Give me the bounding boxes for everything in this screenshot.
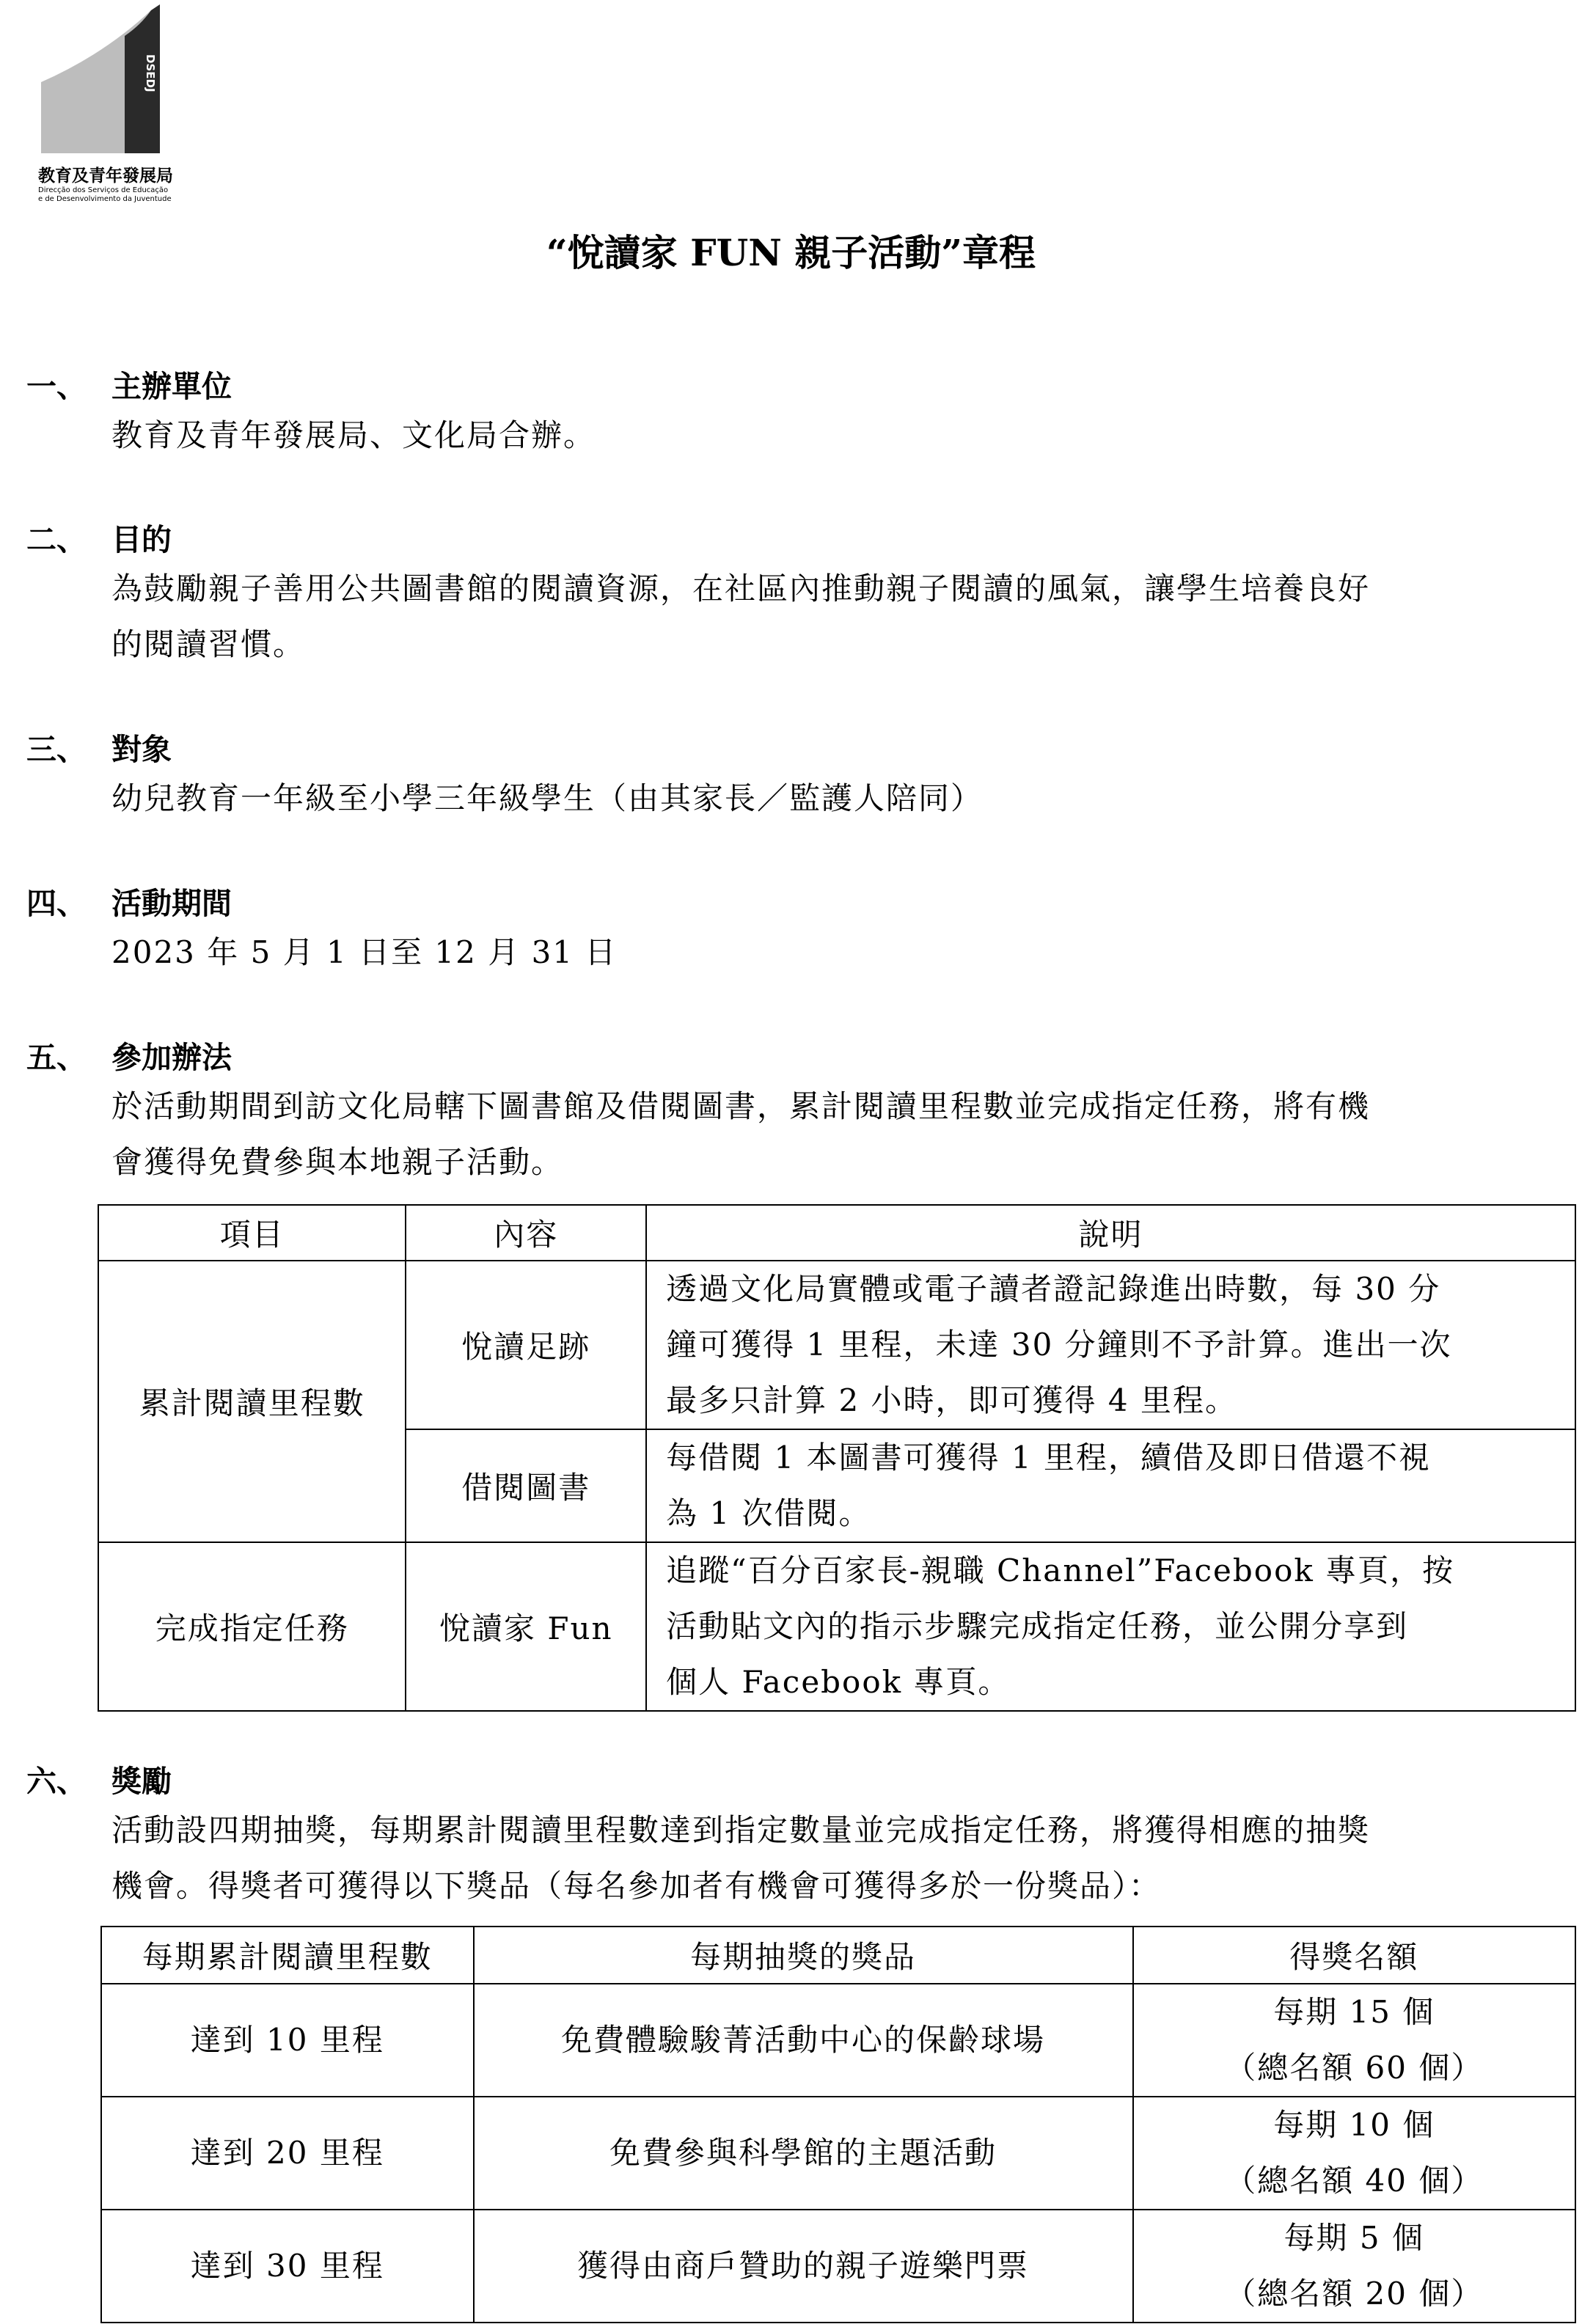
prize-cell: 免費參與科學館的主題活動 xyxy=(474,2097,1133,2210)
section-heading xyxy=(26,1036,1560,1079)
table-header-cell: 得獎名額 xyxy=(1133,1927,1575,1984)
quota-cell xyxy=(1133,2097,1575,2210)
section-body xyxy=(111,1079,1560,1190)
table-content-cell: 悅讀家 Fun xyxy=(406,1542,646,1711)
section-period xyxy=(26,882,1560,980)
table-row xyxy=(98,1261,1575,1429)
miles-cell: 達到 20 里程 xyxy=(101,2097,474,2210)
body-line: 為鼓勵親子善用公共圖書館的閱讀資源，在社區內推動親子閱讀的風氣，讓學生培養良好 xyxy=(111,571,1371,606)
table-content-cell: 借閱圖書 xyxy=(406,1429,646,1542)
body-line: 活動設四期抽獎，每期累計閱讀里程數達到指定數量並完成指定任務，將獲得相應的抽獎 xyxy=(111,1812,1371,1848)
quota-cell xyxy=(1133,2210,1575,2323)
section-method xyxy=(26,1036,1560,1190)
section-number: 二、 xyxy=(26,522,87,557)
dsedj-logo xyxy=(38,3,207,201)
table-row xyxy=(98,1542,1575,1711)
logo-name-pt-1: Direcção dos Serviços de Educação xyxy=(38,186,169,194)
desc-line: 最多只計算 2 小時，即可獲得 4 里程。 xyxy=(666,1382,1237,1418)
logo-vertical-text: DSEDJ xyxy=(144,54,157,92)
section-heading xyxy=(26,365,1560,408)
table-header-row xyxy=(98,1205,1575,1261)
section-heading xyxy=(26,728,1560,771)
quota-cell xyxy=(1133,1984,1575,2097)
miles-cell: 達到 30 里程 xyxy=(101,2210,474,2323)
desc-line: 透過文化局實體或電子讀者證記錄進出時數，每 30 分 xyxy=(666,1271,1441,1307)
table-row xyxy=(101,2097,1575,2210)
quota-line: 每期 5 個 xyxy=(1283,2220,1424,2256)
section-title: 目的 xyxy=(111,522,172,557)
table-header-cell: 說明 xyxy=(646,1205,1575,1261)
logo-graphic-icon xyxy=(38,3,163,161)
table-header-cell: 每期累計閱讀里程數 xyxy=(101,1927,474,1984)
section-title: 對象 xyxy=(111,732,172,767)
table-header-cell: 內容 xyxy=(406,1205,646,1261)
section-number: 三、 xyxy=(26,732,87,767)
body-line: 機會。得獎者可獲得以下獎品（每名參加者有機會可獲得多於一份獎品）： xyxy=(111,1868,1162,1904)
section-title: 主辦單位 xyxy=(111,369,232,404)
section-heading xyxy=(26,882,1560,925)
body-line: 的閱讀習慣。 xyxy=(111,626,306,662)
section-number: 四、 xyxy=(26,886,87,921)
body-line: 2023 年 5 月 1 日至 12 月 31 日 xyxy=(111,934,618,970)
logo-name-cn: 教育及青年發展局 xyxy=(38,166,173,186)
section-body xyxy=(111,925,1560,980)
body-line: 會獲得免費參與本地親子活動。 xyxy=(111,1144,564,1180)
quota-total-line: （總名額 60 個） xyxy=(1225,2050,1484,2086)
section-number: 六、 xyxy=(26,1764,87,1799)
method-table xyxy=(98,1204,1576,1712)
desc-line: 為 1 次借閱。 xyxy=(666,1495,871,1531)
desc-line: 追蹤“百分百家長-親職 Channel”Facebook 專頁，按 xyxy=(666,1553,1455,1588)
section-organizer xyxy=(26,365,1560,463)
table-group-cell: 累計閱讀里程數 xyxy=(98,1261,406,1542)
table-desc-cell xyxy=(646,1542,1575,1711)
rewards-table xyxy=(100,1926,1576,2323)
table-group-cell: 完成指定任務 xyxy=(98,1542,406,1711)
desc-line: 鐘可獲得 1 里程，未達 30 分鐘則不予計算。進出一次 xyxy=(666,1327,1452,1363)
section-target xyxy=(26,728,1560,826)
body-line: 教育及青年發展局、文化局合辦。 xyxy=(111,417,596,453)
section-purpose xyxy=(26,518,1560,672)
table-content-cell: 悅讀足跡 xyxy=(406,1261,646,1429)
section-title: 活動期間 xyxy=(111,886,232,921)
prize-cell: 獲得由商戶贊助的親子遊樂門票 xyxy=(474,2210,1133,2323)
quota-total-line: （總名額 20 個） xyxy=(1225,2276,1484,2312)
desc-line: 每借閱 1 本圖書可獲得 1 里程，續借及即日借還不視 xyxy=(666,1440,1431,1476)
desc-line: 個人 Facebook 專頁。 xyxy=(666,1664,1011,1700)
section-title: 獎勵 xyxy=(111,1764,172,1799)
section-body xyxy=(111,771,1560,826)
quota-total-line: （總名額 40 個） xyxy=(1225,2163,1484,2199)
section-body xyxy=(111,1803,1560,1914)
desc-line: 活動貼文內的指示步驟完成指定任務，並公開分享到 xyxy=(666,1608,1409,1644)
document-title: “悅讀家 FUN 親子活動”章程 xyxy=(546,231,1036,274)
section-number: 一、 xyxy=(26,369,87,404)
quota-line: 每期 15 個 xyxy=(1273,1994,1435,2030)
table-header-cell: 每期抽獎的獎品 xyxy=(474,1927,1133,1984)
section-number: 五、 xyxy=(26,1040,87,1075)
table-desc-cell xyxy=(646,1261,1575,1429)
table-row xyxy=(101,1984,1575,2097)
table-header-cell: 項目 xyxy=(98,1205,406,1261)
section-body xyxy=(111,408,1560,463)
miles-cell: 達到 10 里程 xyxy=(101,1984,474,2097)
body-line: 於活動期間到訪文化局轄下圖書館及借閱圖書，累計閱讀里程數並完成指定任務，將有機 xyxy=(111,1088,1371,1124)
quota-line: 每期 10 個 xyxy=(1273,2107,1435,2143)
section-body xyxy=(111,561,1560,672)
section-rewards xyxy=(26,1760,1560,1914)
body-line: 幼兒教育一年級至小學三年級學生（由其家長／監護人陪同） xyxy=(111,780,984,816)
section-title: 參加辦法 xyxy=(111,1040,232,1075)
table-desc-cell xyxy=(646,1429,1575,1542)
section-heading xyxy=(26,1760,1560,1803)
table-header-row xyxy=(101,1927,1575,1984)
table-row xyxy=(101,2210,1575,2323)
prize-cell: 免費體驗駿菁活動中心的保齡球場 xyxy=(474,1984,1133,2097)
section-heading xyxy=(26,518,1560,561)
logo-name-pt-2: e de Desenvolvimento da Juventude xyxy=(38,195,172,203)
